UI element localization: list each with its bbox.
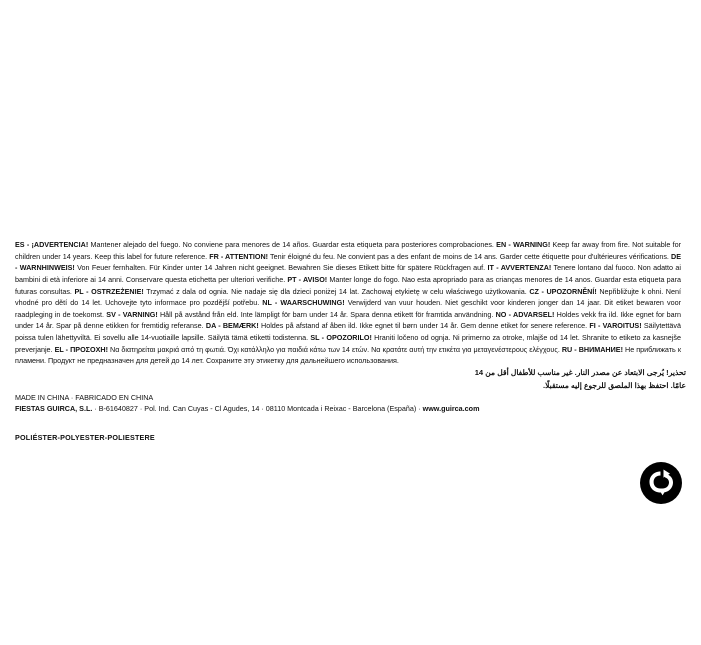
material-composition: POLIÉSTER-POLYESTER-POLIESTERE — [15, 433, 155, 443]
warning-entry-sv — [106, 310, 495, 319]
warning-lang-no: NO - ADVARSEL! — [495, 309, 555, 319]
warning-lang-nl: NL - WAARSCHUWING! — [262, 298, 345, 308]
warning-text-pl: Trzymać z dala od ognia. Nie nadaje się dla dzieci poniżej 14 lat. Zachowaj etykietę w celu właściwego użytkowania. — [143, 286, 530, 296]
warning-lang-es: ES - ¡ADVERTENCIA! — [15, 240, 89, 250]
warning-text-sv: Håll på avstånd från eld. Inte lämpligt för barn under 14 år. Spara denna etikett för framtida användning. — [157, 309, 496, 319]
warning-text-da: Holdes på afstand af åben ild. Ikke egnet til børn under 14 år. Gem denne etiket for senere reference. — [258, 321, 590, 331]
warning-entry-es — [15, 240, 496, 249]
warning-lang-el: EL - ΠΡΟΣΟΧΗ! — [54, 344, 108, 354]
warning-lang-fr: FR - ATTENTION! — [209, 251, 269, 261]
warning-lang-pl: PL - OSTRZEŻENIE! — [74, 286, 144, 296]
warning-lang-fi: FI - VAROITUS! — [589, 321, 642, 331]
arabic-warning-text: تحذير! يُرجى الابتعاد عن مصدر النار. غير مناسب للأطفال أقل من 14 عامًا. احتفظ بهذا الملصق للرجوع إليه مستقبلًا. — [474, 367, 686, 390]
warning-text-pt: Manter longe do fogo. Nao esta apropriado para as crianças menores de 14 anos. Guardar esta etiqueta para futuras consultas. — [15, 274, 681, 296]
warning-lang-sv: SV - VARNING! — [106, 309, 158, 319]
warning-lang-sl: SL - OPOZORILO! — [310, 332, 372, 342]
warning-lang-en: EN - WARNING! — [496, 240, 551, 250]
warning-text-it: Tenere lontano dal fuoco. Non adatto ai bambini di età inferiore ai 14 anni. Conservare questa etichetta per ulteriori verifiche. — [15, 263, 681, 284]
warning-lang-it: IT - AVVERTENZA! — [487, 263, 552, 273]
warning-text-no: Holdes vekk fra ild. Ikke egnet for barn under 14 år. Spar på denne etikken for fremtidig referanse. — [15, 309, 681, 331]
warning-text-fi: Säilytettävä poissa tulen lähettyviltä. Ei sovellu alle 14-vuotiaille lapsille. Säilytä tämä etiketti todistenna. — [15, 321, 682, 342]
warning-lang-ru: RU - ВНИМАНИЕ! — [561, 344, 623, 354]
warning-entry-da — [206, 321, 590, 330]
warning-text-es: Mantener alejado del fuego. No conviene para menores de 14 años. Guardar esta etiqueta para posteriores comprobaciones. — [88, 240, 497, 250]
made-in-line: MADE IN CHINA · FABRICADO EN CHINA — [15, 393, 154, 403]
warning-text-en: Keep far away from fire. Not suitable for children under 14 years. Keep this label for future reference. — [15, 240, 681, 261]
multilingual-warning-paragraph — [15, 239, 681, 367]
company-info-line — [15, 403, 479, 414]
company-address: · B-61640827 · Pol. Ind. Can Cuyas - Cl Agudes, 14 · 08110 Montcada i Reixac - Barcelona (España) · — [92, 404, 423, 414]
warning-text-fr: Tenir éloigné du feu. Ne convient pas a des enfant de moins de 14 ans. Garder cette étiquette pour d'ultérieures vérifications. — [268, 251, 672, 261]
warning-text-el: Να διατηρείται μακριά από τη φωτιά. Όχι κατάλληλο για παιδιά κάτω των 14 ετών. Να κρατάτε αυτή την ετικέτα για μεταγενέστερους ελέγχους. — [107, 344, 562, 354]
warning-entry-fr — [209, 252, 671, 261]
warning-entry-el — [55, 345, 562, 354]
green-dot-recycling-icon — [639, 461, 683, 505]
warning-lang-pt: PT - AVISO! — [287, 274, 328, 284]
warning-lang-cz: CZ - UPOZORNĚNÍ! — [529, 286, 597, 296]
company-website[interactable]: www.guirca.com — [422, 404, 480, 414]
warning-text-sl: Hraniti ločeno od ognja. Ni primerno za otroke, mlajše od 14 let. Shranite to etiketo za kasnejše preverjanje. — [15, 332, 681, 354]
warning-text-nl: Verwijderd van vuur houden. Niet geschikt voor kinderen jonger dan 14 jaar. Dit etiket bewaren voor raadpleging in de toekomst. — [15, 298, 681, 319]
company-name: FIESTAS GUIRCA, S.L. — [15, 404, 93, 414]
warning-text-cz: Nepřibližujte k ohni. Není vhodné pro dětí do 14 let. Uchovejte tyto informace pro pozdější potřebu. — [15, 286, 681, 308]
warning-lang-de: DE - WARNHINWEIS! — [15, 251, 682, 273]
warning-entry-pl — [75, 287, 530, 296]
warning-text-ru: Не приближать к пламени. Продукт не предназначен для детей до 14 лет. Сохраните эту этикетку для дальнейшего использования. — [15, 344, 681, 366]
warning-text-de: Von Feuer fernhalten. Für Kinder unter 14 Jahren nicht geeignet. Bewahren Sie dieses Etikett bitte für spätere Rückfragen auf. — [74, 263, 488, 273]
warning-lang-da: DA - BEMÆRK! — [205, 321, 259, 331]
